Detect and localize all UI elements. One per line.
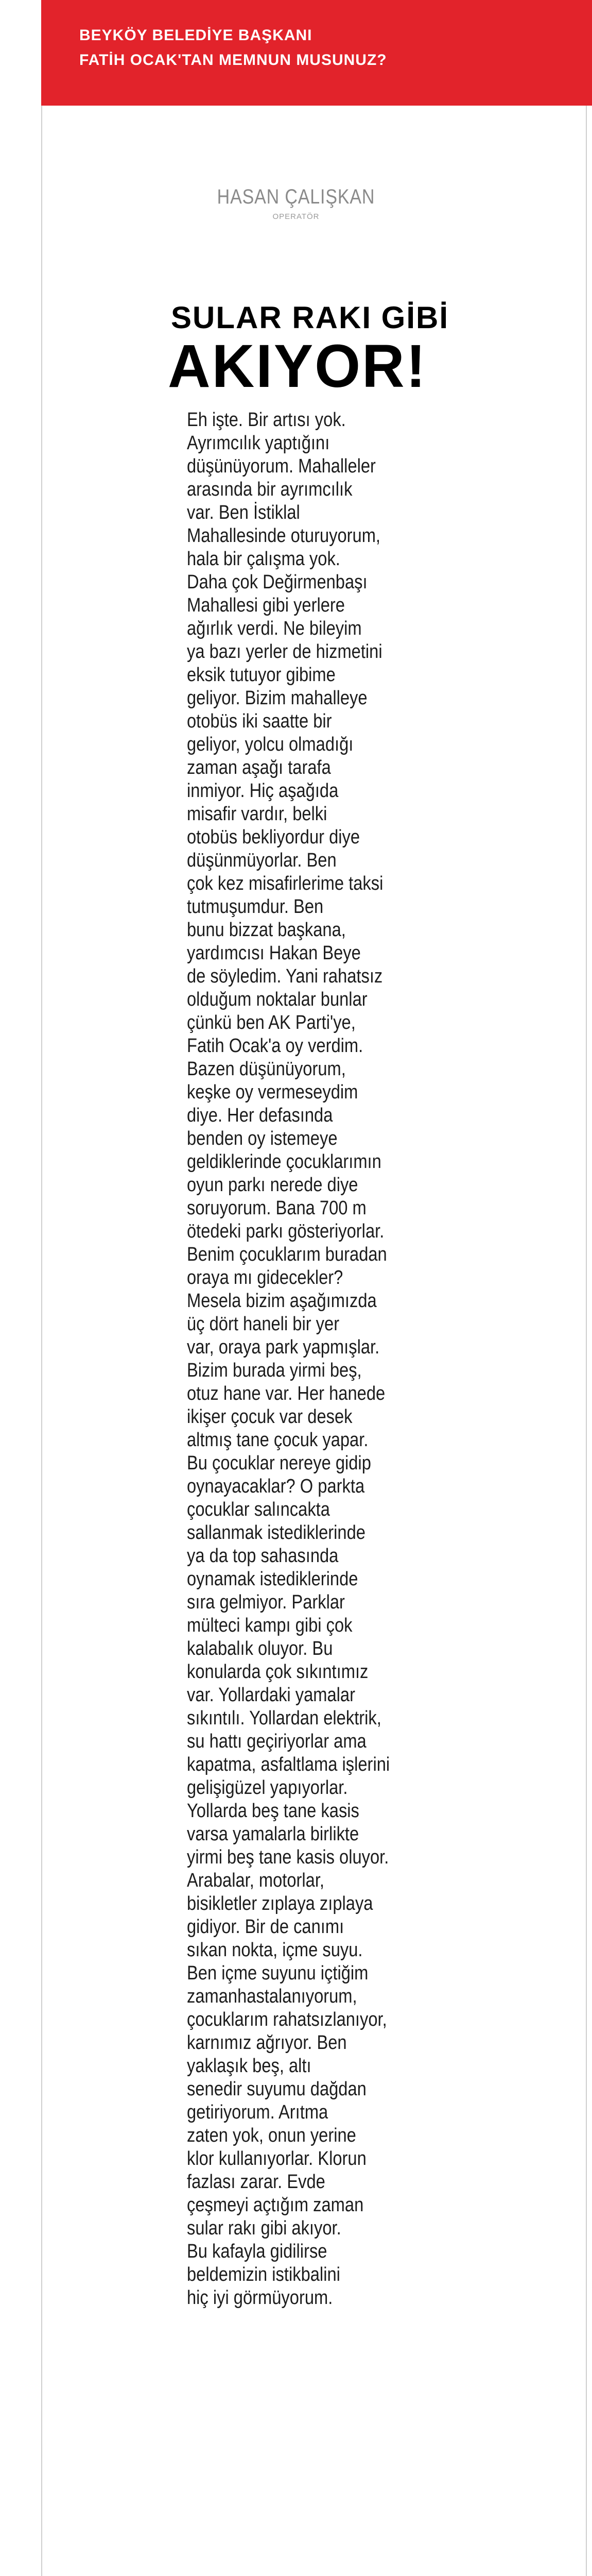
body-line: oynayacaklar? O parkta	[187, 1476, 365, 1497]
body-line: üç dört haneli bir yer	[187, 1313, 340, 1335]
body-line: eksik tutuyor gibime	[187, 664, 336, 686]
body-line: çocuklarım rahatsızlanıyor,	[187, 2009, 387, 2030]
body-line: sıkıntılı. Yollardan elektrik,	[187, 1707, 381, 1729]
body-line: oyun parkı nerede diye	[187, 1174, 358, 1196]
body-line: sular rakı gibi akıyor.	[187, 2217, 341, 2239]
body-line: varsa yamalarla birlikte	[187, 1823, 359, 1845]
body-line: konularda çok sıkıntımız	[187, 1661, 369, 1683]
body-line: gidiyor. Bir de canımı	[187, 1916, 344, 1938]
body-line: benden oy istemeye	[187, 1128, 338, 1149]
body-line: var. Ben İstiklal	[187, 502, 300, 523]
article-body	[187, 409, 435, 2310]
banner-title-line-1: BEYKÖY BELEDİYE BAŞKANI	[79, 27, 312, 44]
body-line: beldemizin istikbalini	[187, 2264, 340, 2285]
body-line: tutmuşumdur. Ben	[187, 896, 324, 918]
body-line: karnımız ağrıyor. Ben	[187, 2032, 347, 2054]
body-line: kalabalık oluyor. Bu	[187, 1638, 333, 1659]
body-line: kapatma, asfaltlama işlerini	[187, 1754, 390, 1775]
banner-title-line-2: FATİH OCAK'TAN MEMNUN MUSUNUZ?	[79, 52, 387, 69]
body-line: Daha çok Değirmenbaşı	[187, 571, 368, 593]
body-line: ağırlık verdi. Ne bileyim	[187, 618, 362, 639]
body-line: de söyledim. Yani rahatsız	[187, 965, 383, 987]
body-line: geliyor. Bizim mahalleye	[187, 687, 368, 709]
body-line: ötedeki parkı gösteriyorlar.	[187, 1221, 385, 1242]
body-line: Benim çocuklarım buradan	[187, 1244, 387, 1265]
body-line: ya da top sahasında	[187, 1545, 339, 1567]
body-line: düşünüyorum. Mahalleler	[187, 455, 376, 477]
body-line: geliyor, yolcu olmadığı	[187, 734, 354, 755]
body-line: bunu bizzat başkana,	[187, 919, 346, 941]
body-line: Ben içme suyunu içtiğim	[187, 1962, 369, 1984]
headline-line-2: AKIYOR!	[168, 332, 427, 400]
left-border-rule	[41, 106, 42, 2576]
body-line: otuz hane var. Her hanede	[187, 1383, 386, 1404]
body-line: otobüs iki saatte bir	[187, 710, 332, 732]
body-line: altmış tane çocuk yapar.	[187, 1429, 369, 1451]
body-line: var, oraya park yapmışlar.	[187, 1336, 380, 1358]
body-line: oynamak istediklerinde	[187, 1568, 358, 1590]
body-line: yirmi beş tane kasis oluyor.	[187, 1846, 389, 1868]
body-line: sıkan nokta, içme suyu.	[187, 1939, 363, 1961]
body-line: Mesela bizim aşağımızda	[187, 1290, 377, 1312]
body-line: zamanhastalanıyorum,	[187, 1986, 357, 2007]
body-line: çok kez misafirlerime taksi	[187, 873, 384, 894]
body-line: zaten yok, onun yerine	[187, 2125, 356, 2146]
body-line: Bu kafayla gidilirse	[187, 2241, 327, 2262]
body-line: Yollarda beş tane kasis	[187, 1800, 359, 1822]
body-line: Mahallesi gibi yerlere	[187, 595, 345, 616]
body-line: yaklaşık beş, altı	[187, 2055, 311, 2077]
body-line: hiç iyi görmüyorum.	[187, 2287, 333, 2309]
body-line: zaman aşağı tarafa	[187, 757, 331, 778]
body-line: Eh işte. Bir artısı yok.	[187, 409, 346, 431]
body-line: sıra gelmiyor. Parklar	[187, 1591, 345, 1613]
body-line: düşünmüyorlar. Ben	[187, 850, 337, 871]
body-line: Mahallesinde oturuyorum,	[187, 525, 381, 547]
body-line: yardımcısı Hakan Beye	[187, 942, 361, 964]
body-line: diye. Her defasında	[187, 1105, 333, 1126]
body-line: çeşmeyi açtığım zaman	[187, 2194, 364, 2216]
body-line: Bu çocuklar nereye gidip	[187, 1452, 371, 1474]
body-line: Fatih Ocak'a oy verdim.	[187, 1035, 363, 1057]
body-line: arasında bir ayrımcılık	[187, 479, 353, 500]
body-line: getiriyorum. Arıtma	[187, 2102, 328, 2123]
body-line: bisikletler zıplaya zıplaya	[187, 1893, 373, 1914]
body-line: olduğum noktalar bunlar	[187, 989, 368, 1010]
body-line: otobüs bekliyordur diye	[187, 826, 360, 848]
body-line: var. Yollardaki yamalar	[187, 1684, 355, 1706]
body-line: keşke oy vermeseydim	[187, 1081, 358, 1103]
body-line: klor kullanıyorlar. Klorun	[187, 2148, 367, 2170]
body-line: hala bir çalışma yok.	[187, 548, 340, 570]
body-line: Ayrımcılık yaptığını	[187, 432, 330, 454]
body-line: Bazen düşünüyorum,	[187, 1058, 346, 1080]
body-line: Bizim burada yirmi beş,	[187, 1360, 362, 1381]
body-line: inmiyor. Hiç aşağıda	[187, 780, 339, 802]
body-line: ikişer çocuk var desek	[187, 1406, 353, 1428]
body-line: Arabalar, motorlar,	[187, 1870, 325, 1891]
body-line: çocuklar salıncakta	[187, 1499, 330, 1520]
body-line: misafir vardır, belki	[187, 803, 327, 825]
body-line: oraya mı gidecekler?	[187, 1267, 343, 1289]
author-role: OPERATÖR	[272, 212, 320, 221]
right-border-rule	[586, 106, 587, 2576]
body-line: mülteci kampı gibi çok	[187, 1615, 353, 1636]
body-line: su hattı geçiriyorlar ama	[187, 1731, 367, 1752]
body-line: senedir suyumu dağdan	[187, 2078, 367, 2100]
author-name: HASAN ÇALIŞKAN	[217, 185, 375, 208]
body-line: soruyorum. Bana 700 m	[187, 1197, 367, 1219]
body-line: fazlası zarar. Evde	[187, 2171, 325, 2193]
body-line: ya bazı yerler de hizmetini	[187, 641, 382, 663]
body-line: sallanmak istediklerinde	[187, 1522, 365, 1544]
body-line: geldiklerinde çocuklarımın	[187, 1151, 381, 1173]
body-line: gelişigüzel yapıyorlar.	[187, 1777, 348, 1799]
body-line: çünkü ben AK Parti'ye,	[187, 1012, 356, 1033]
headline-line-1: SULAR RAKI GİBİ	[171, 300, 449, 335]
title-banner	[41, 0, 592, 106]
